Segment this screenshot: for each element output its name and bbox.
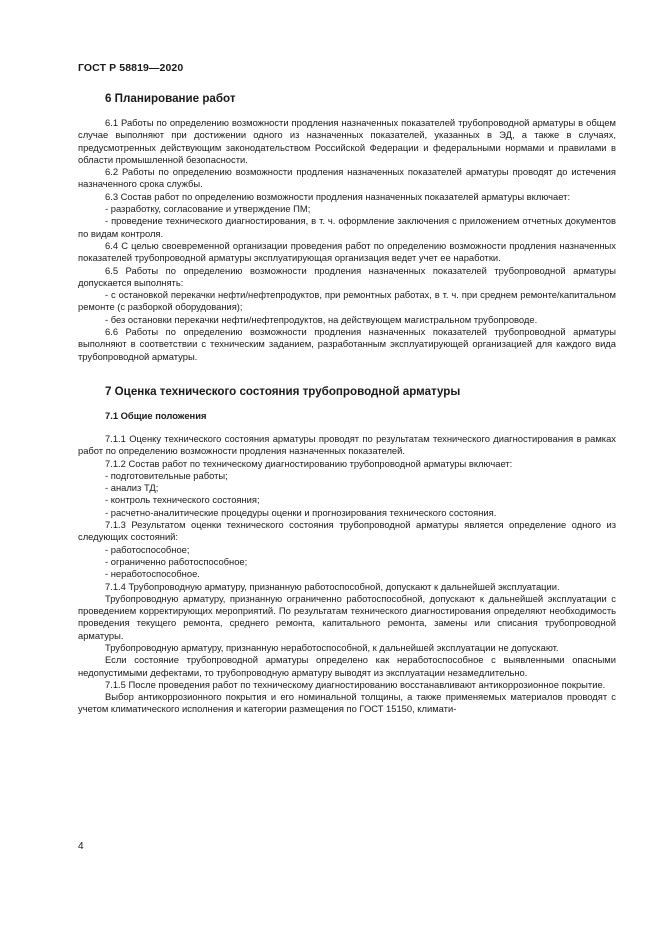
list-item: - неработоспособное. [105, 568, 200, 580]
section-6-heading: 6 Планирование работ [105, 92, 236, 105]
section-7-heading: 7 Оценка технического состояния трубопроводной арматуры [105, 384, 461, 398]
paragraph-7-1-2: 7.1.2 Состав работ по техническому диагностированию трубопроводной арматуры включает: [105, 457, 513, 469]
list-item: - расчетно-аналитические процедуры оценки и прогнозирования технического состояния. [105, 506, 497, 518]
paragraph-6-4: 6.4 С целью своевременной организации проведения работ по определению возможности продления назначенных показателей трубопроводной арматуры эксплуатирующая организация ведет учет ее наработки. [78, 239, 616, 264]
document-code: ГОСТ Р 58819—2020 [78, 62, 184, 74]
list-item: - с остановкой перекачки нефти/нефтепродуктов, при ремонтных работах, в т. ч. при среднем ремонте/капитальном ремонте (с разборкой оборудования); [78, 289, 616, 313]
subsection-7-1-heading: 7.1 Общие положения [105, 409, 207, 421]
paragraph: Если состояние трубопроводной арматуры определено как неработоспособное с выявленными опасными недопустимыми дефектами, то трубопроводную арматуру выводят из эксплуатации незамедлительно. [78, 654, 616, 678]
page-content [78, 92, 616, 716]
list-item: - проведение технического диагностирования, в т. ч. оформление заключения с приложением отчетных документов по видам контроля. [78, 215, 616, 239]
paragraph-6-1: 6.1 Работы по определению возможности продления назначенных показателей трубопроводной арматуры в общем случае выполняют при достижении одного из назначенных показателей, указанных в ЭД, а также в случаях, предусмотренных действующим законодательством Российской Федерации и федеральными нормами и правилами в области промышленной безопасности. [78, 117, 616, 165]
paragraph-6-3: 6.3 Состав работ по определению возможности продления назначенных показателей арматуры включает: [105, 190, 571, 202]
paragraph: Выбор антикоррозионного покрытия и его номинальной толщины, а также применяемых материалов проводят с учетом климатического исполнения и категории размещения по ГОСТ 15150, климати- [78, 691, 616, 715]
paragraph: Трубопроводную арматуру, признанную неработоспособной, к дальнейшей эксплуатации не допускают. [105, 641, 559, 653]
list-item: - работоспособное; [105, 543, 190, 555]
paragraph-7-1-3: 7.1.3 Результатом оценки технического состояния трубопроводной арматуры является определение одного из следующих состояний: [78, 519, 616, 543]
list-item: - контроль технического состояния; [105, 494, 260, 506]
list-item: - разработку, согласование и утверждение ПМ; [105, 203, 311, 215]
list-item: - подготовительные работы; [105, 469, 228, 481]
paragraph-7-1-4: 7.1.4 Трубопроводную арматуру, признанную работоспособной, допускают к дальнейшей эксплуатации. [105, 580, 560, 592]
list-item: - без остановки перекачки нефти/нефтепродуктов, на действующем магистральном трубопроводе. [105, 313, 538, 325]
page-number: 4 [78, 841, 84, 852]
paragraph-6-6: 6.6 Работы по определению возможности продления назначенных показателей трубопроводной арматуры выполняют в соответствии с техническим заданием, разработанным эксплуатирующей организацией для каждого вида трубопроводной арматуры. [78, 326, 616, 362]
paragraph-7-1-5: 7.1.5 После проведения работ по техническому диагностированию восстанавливают антикоррозионное покрытие. [105, 678, 606, 690]
paragraph-7-1-1: 7.1.1 Оценку технического состояния арматуры проводят по результатам технического диагностирования в рамках работ по определению возможности продления назначенных показателей. [78, 432, 616, 457]
paragraph-6-5: 6.5 Работы по определению возможности продления назначенных показателей трубопроводной арматуры допускается выполнять: [78, 264, 616, 288]
list-item: - ограниченно работоспособное; [105, 555, 248, 567]
paragraph: Трубопроводную арматуру, признанную ограниченно работоспособной, допускают к дальнейшей эксплуатации с проведением корректирующих мероприятий. По результатам технического диагностирования определяют необходимость проведения текущего ремонта, среднего ремонта, капитального ремонта, замены или списания трубопроводной арматуры. [78, 592, 616, 641]
paragraph-6-2: 6.2 Работы по определению возможности продления назначенных показателей арматуры проводят до истечения назначенного срока службы. [78, 166, 616, 190]
list-item: - анализ ТД; [105, 482, 159, 494]
